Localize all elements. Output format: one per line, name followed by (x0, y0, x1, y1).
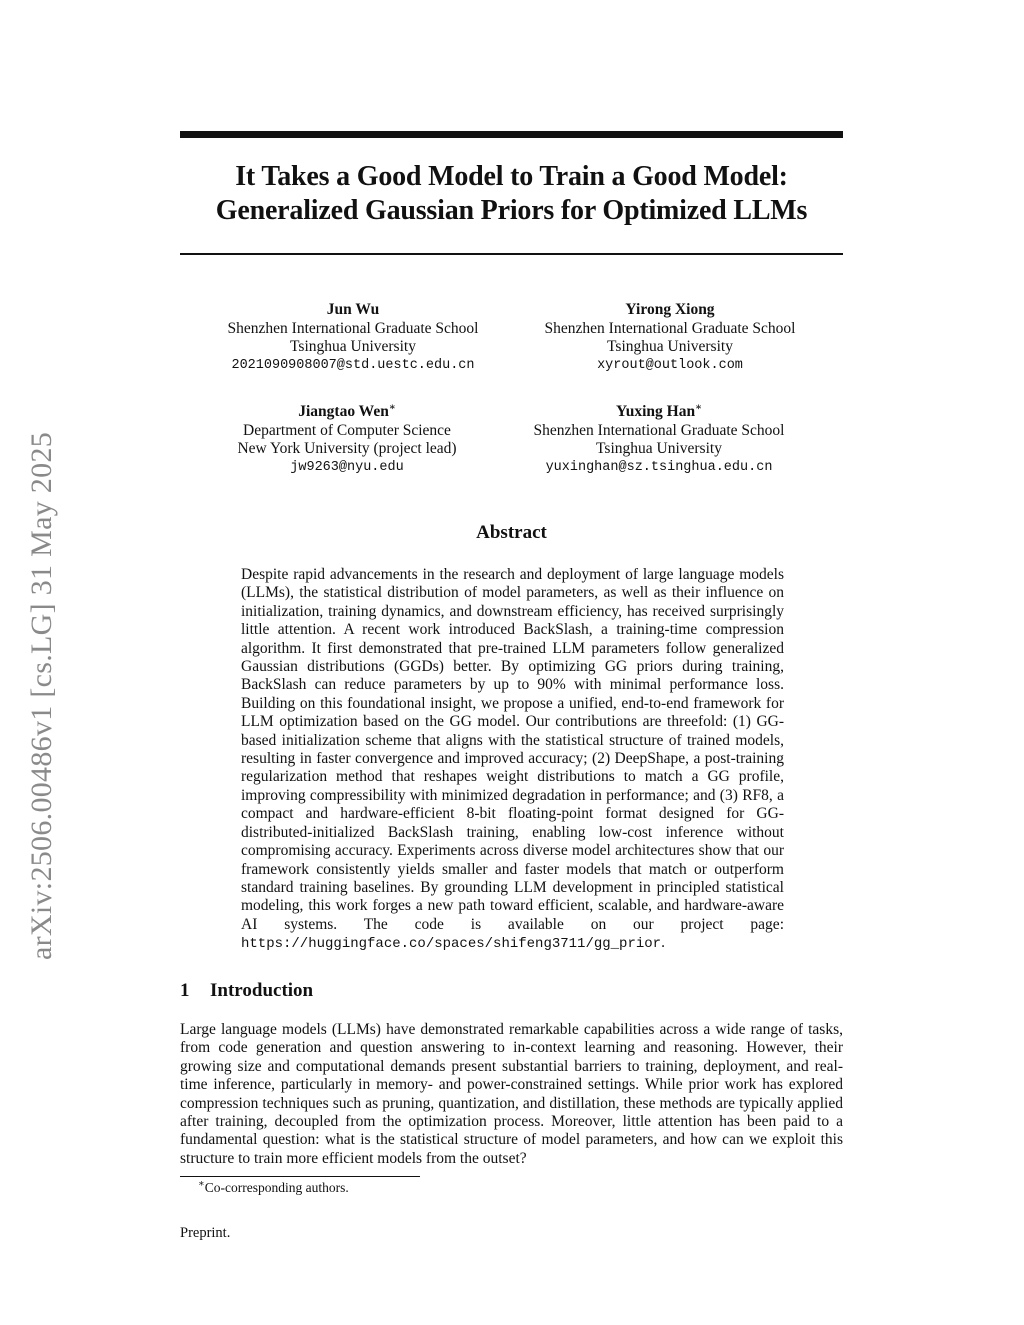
title-top-rule (180, 131, 843, 138)
paper-title (180, 160, 843, 228)
abstract-heading: Abstract (476, 522, 547, 543)
author-affiliation: Shenzhen International Graduate School (544, 319, 796, 337)
abstract-text: Despite rapid advancements in the research and deployment of large language models (LLMs), the statistical distribution of model parameters, as well as their influence on initialization, training dynamics, and downstream efficiency, has received surprisingly little attention. A recent work introduced BackSlash, a training-time compression algorithm. It first demonstrated that pre-trained LLM parameters follow generalized Gaussian distributions (GGDs) better. By optimizing GG priors during training, BackSlash can reduce parameters by up to 90% with minimal performance loss. Building on this foundational insight, we propose a unified, end-to-end framework for LLM optimization based on the GG model. Our contributions are threefold: (1) GG-based initialization scheme that aligns with the statistical structure of trained models, resulting in faster convergence and improved accuracy; (2) DeepShape, a post-training regularization method that reshapes weight distributions to match a GG profile, improving compressibility with minimized degradation in performance; and (3) RF8, a compact and hardware-efficient 8-bit floating-point format designed for GG-distributed-initialized BackSlash training, enabling low-cost inference without compromising accuracy. Experiments across diverse model architectures show that our framework consistently yields smaller and faster models that match or outperform standard training baselines. By grounding LLM development in principled statistical modeling, this work forges a new path toward efficient, scalable, and hardware-aware AI systems. The code is available on our project page: (241, 566, 784, 933)
author-name: Yuxing Han∗ (615, 401, 703, 420)
introduction-paragraph: Large language models (LLMs) have demonstrated remarkable capabilities across a wide range of tasks, from code generation and question answering to in-context learning and reasoning. However, their growing size and computational demands present substantial barriers to training, deployment, and real-time inference, particularly in memory- and power-constrained settings. While prior work has explored compression techniques such as pruning, quantization, and distillation, these methods are typically applied after training, decoupled from the optimization process. Moreover, little attention has been paid to a fundamental question: what is the statistical structure of model parameters, and how can we exploit this structure to train more efficient models from the outset? (180, 1021, 843, 1167)
author-name: Jiangtao Wen∗ (298, 401, 396, 420)
project-url-link[interactable]: https://huggingface.co/spaces/shifeng3711/gg_prior (241, 936, 662, 953)
section-title: Introduction (210, 980, 314, 1001)
author-affiliation: Tsinghua University (607, 338, 733, 355)
author-affiliation: Tsinghua University (596, 440, 722, 457)
author-block (505, 301, 835, 375)
author-affiliation: Department of Computer Science (243, 421, 451, 439)
title-bottom-rule (180, 253, 843, 255)
title-line-2: Generalized Gaussian Priors for Optimized LLMs (215, 195, 808, 226)
footer-preprint: Preprint. (180, 1225, 231, 1241)
footnote-rule (180, 1176, 420, 1177)
author-affiliation: Shenzhen International Graduate School (533, 421, 785, 439)
footnote-text: Co-corresponding authors. (204, 1180, 349, 1195)
arxiv-identifier: arXiv:2506.00486v1 [cs.LG] 31 May 2025 (25, 432, 58, 960)
author-block (494, 403, 824, 477)
author-email[interactable]: xyrout@outlook.com (597, 357, 743, 373)
author-affiliation: Tsinghua University (290, 338, 416, 355)
author-name: Jun Wu (326, 301, 380, 318)
footnote-mark: ∗ (198, 1178, 205, 1190)
author-block (182, 403, 512, 477)
author-affiliation: Shenzhen International Graduate School (227, 319, 479, 337)
section-heading-introduction (180, 980, 313, 1002)
author-email[interactable]: yuxinghan@sz.tsinghua.edu.cn (545, 459, 773, 475)
title-line-1: It Takes a Good Model to Train a Good Model: (235, 161, 788, 192)
author-email[interactable]: jw9263@nyu.edu (290, 459, 404, 475)
author-block (188, 301, 518, 375)
author-name: Yirong Xiong (625, 301, 715, 318)
author-affiliation: New York University (project lead) (237, 440, 457, 457)
abstract-tail: . (661, 934, 665, 952)
footnote (198, 1180, 349, 1196)
abstract-body (241, 566, 784, 954)
section-number: 1 (180, 980, 190, 1001)
author-email[interactable]: 2021090908007@std.uestc.edu.cn (231, 357, 475, 373)
